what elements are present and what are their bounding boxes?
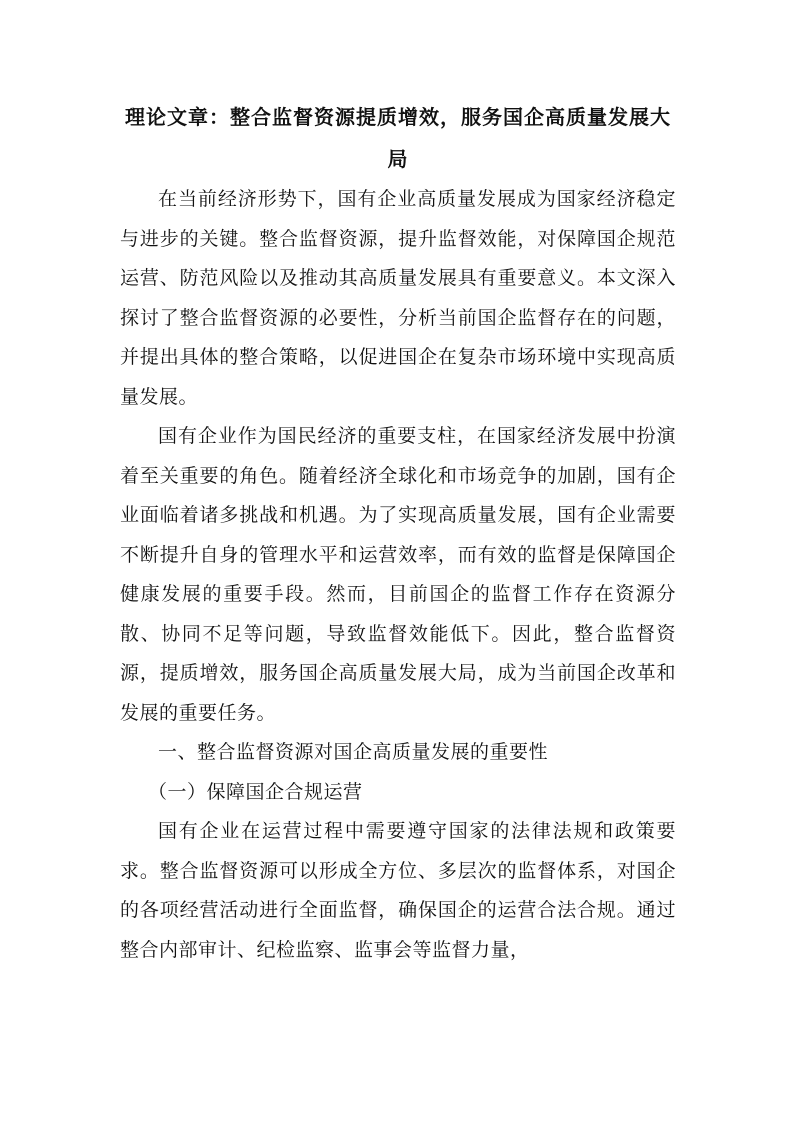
document-title: 理论文章：整合监督资源提质增效，服务国企高质量发展大局 bbox=[125, 105, 671, 171]
subsection-heading: （一）保障国企合规运营 bbox=[148, 780, 363, 803]
paragraph-background: 国有企业作为国民经济的重要支柱，在国家经济发展中扮演着至关重要的角色。随着经济全球化和市场竞争的加剧，国有企业面临着诸多挑战和机遇。为了实现高质量发展，国有企业需要不断提升自身的管理水平和运营效率，而有效的监督是保障国企健康发展的重要手段。然而，目前国企的监督工作存在资源分散、协同不足等问题，导致监督效能低下。因此，整合监督资源，提质增效，服务国企高质量发展大局，成为当前国企改革和发展的重要任务。 bbox=[120, 425, 676, 724]
document-page bbox=[120, 96, 676, 970]
paragraph-compliance: 国有企业在运营过程中需要遵守国家的法律法规和政策要求。整合监督资源可以形成全方位、多层次的监督体系，对国企的各项经营活动进行全面监督，确保国企的运营合法合规。通过整合内部审计、纪检监察、监事会等监督力量， bbox=[120, 820, 676, 961]
section-heading: 一、整合监督资源对国企高质量发展的重要性 bbox=[158, 741, 549, 763]
paragraph-intro: 在当前经济形势下，国有企业高质量发展成为国家经济稳定与进步的关键。整合监督资源，提升监督效能，对保障国企规范运营、防范风险以及推动其高质量发展具有重要意义。本文深入探讨了整合监督资源的必要性，分析当前国企监督存在的问题，并提出具体的整合策略，以促进国企在复杂市场环境中实现高质量发展。 bbox=[120, 188, 676, 408]
